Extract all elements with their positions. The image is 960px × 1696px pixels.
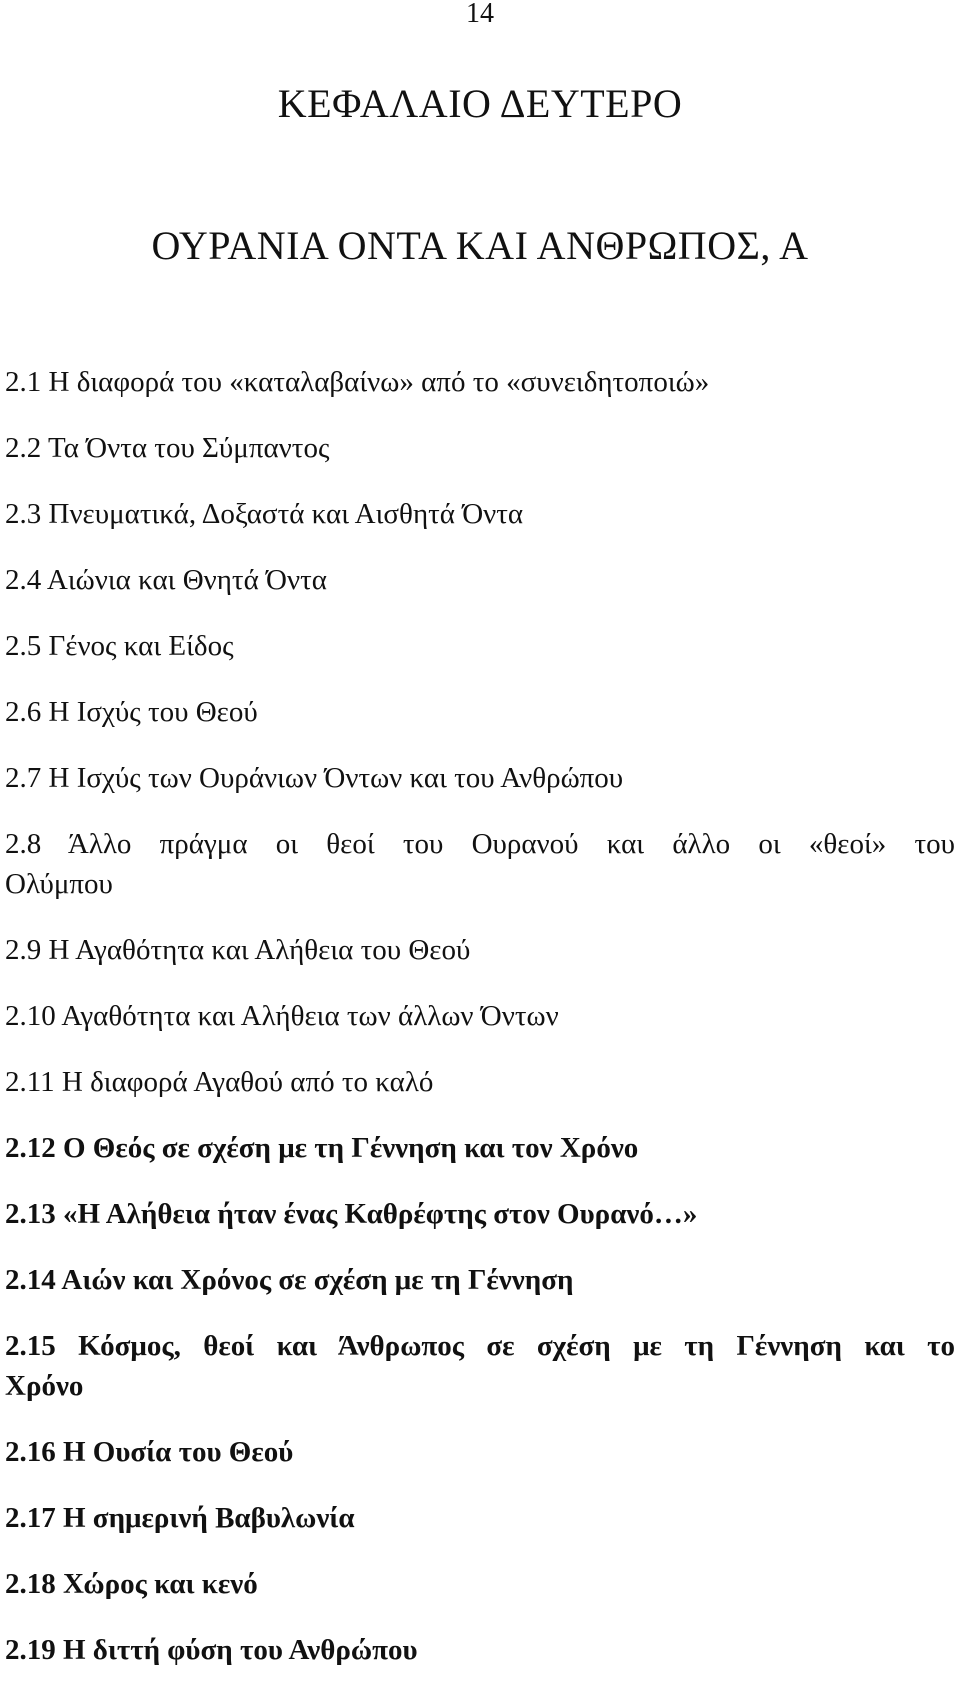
toc-item-2-17: 2.17 Η σημερινή Βαβυλωνία (5, 1502, 355, 1534)
page-number: 14 (466, 0, 494, 29)
toc-item-2-2: 2.2 Τα Όντα του Σύμπαντος (5, 432, 330, 464)
toc-item-2-8: 2.8 Άλλο πράγμα οι θεοί του Ουρανού και άλλο οι «θεοί» του Ολύμπου (5, 828, 955, 900)
toc-item-2-18: 2.18 Χώρος και κενό (5, 1568, 258, 1600)
toc-item-2-5: 2.5 Γένος και Είδος (5, 630, 234, 662)
toc-item-2-3: 2.3 Πνευματικά, Δοξαστά και Αισθητά Όντα (5, 498, 524, 530)
toc-item-2-14: 2.14 Αιών και Χρόνος σε σχέση με τη Γέννηση (5, 1264, 574, 1296)
toc-item-2-12: 2.12 Ο Θεός σε σχέση με τη Γέννηση και τον Χρόνο (5, 1132, 639, 1164)
toc-item-2-4: 2.4 Αιώνια και Θνητά Όντα (5, 564, 327, 596)
toc-item-2-16: 2.16 Η Ουσία του Θεού (5, 1436, 294, 1468)
toc-item-2-7: 2.7 Η Ισχύς των Ουράνιων Όντων και του Ανθρώπου (5, 762, 624, 794)
chapter-title: ΚΕΦΑΛΑΙΟ ΔΕΥΤΕΡΟ (277, 81, 683, 126)
toc-item-2-11: 2.11 Η διαφορά Αγαθού από το καλό (5, 1066, 434, 1098)
toc-item-2-9: 2.9 Η Αγαθότητα και Αλήθεια του Θεού (5, 934, 471, 966)
chapter-subtitle: ΟΥΡΑΝΙΑ ΟΝΤΑ ΚΑΙ ΑΝΘΡΩΠΟΣ, Α (151, 223, 809, 268)
toc-item-2-1: 2.1 Η διαφορά του «καταλαβαίνω» από το «συνειδητοποιώ» (5, 366, 710, 398)
toc-item-2-13: 2.13 «Η Αλήθεια ήταν ένας Καθρέφτης στον Ουρανό…» (5, 1198, 698, 1230)
table-of-contents (5, 362, 955, 1696)
toc-item-2-10: 2.10 Αγαθότητα και Αλήθεια των άλλων Όντων (5, 1000, 559, 1032)
toc-item-2-15: 2.15 Κόσμος, θεοί και Άνθρωπος σε σχέση με τη Γέννηση και το Χρόνο (5, 1330, 955, 1402)
toc-item-2-19: 2.19 Η διττή φύση του Ανθρώπου (5, 1634, 418, 1666)
toc-item-2-6: 2.6 Η Ισχύς του Θεού (5, 696, 258, 728)
